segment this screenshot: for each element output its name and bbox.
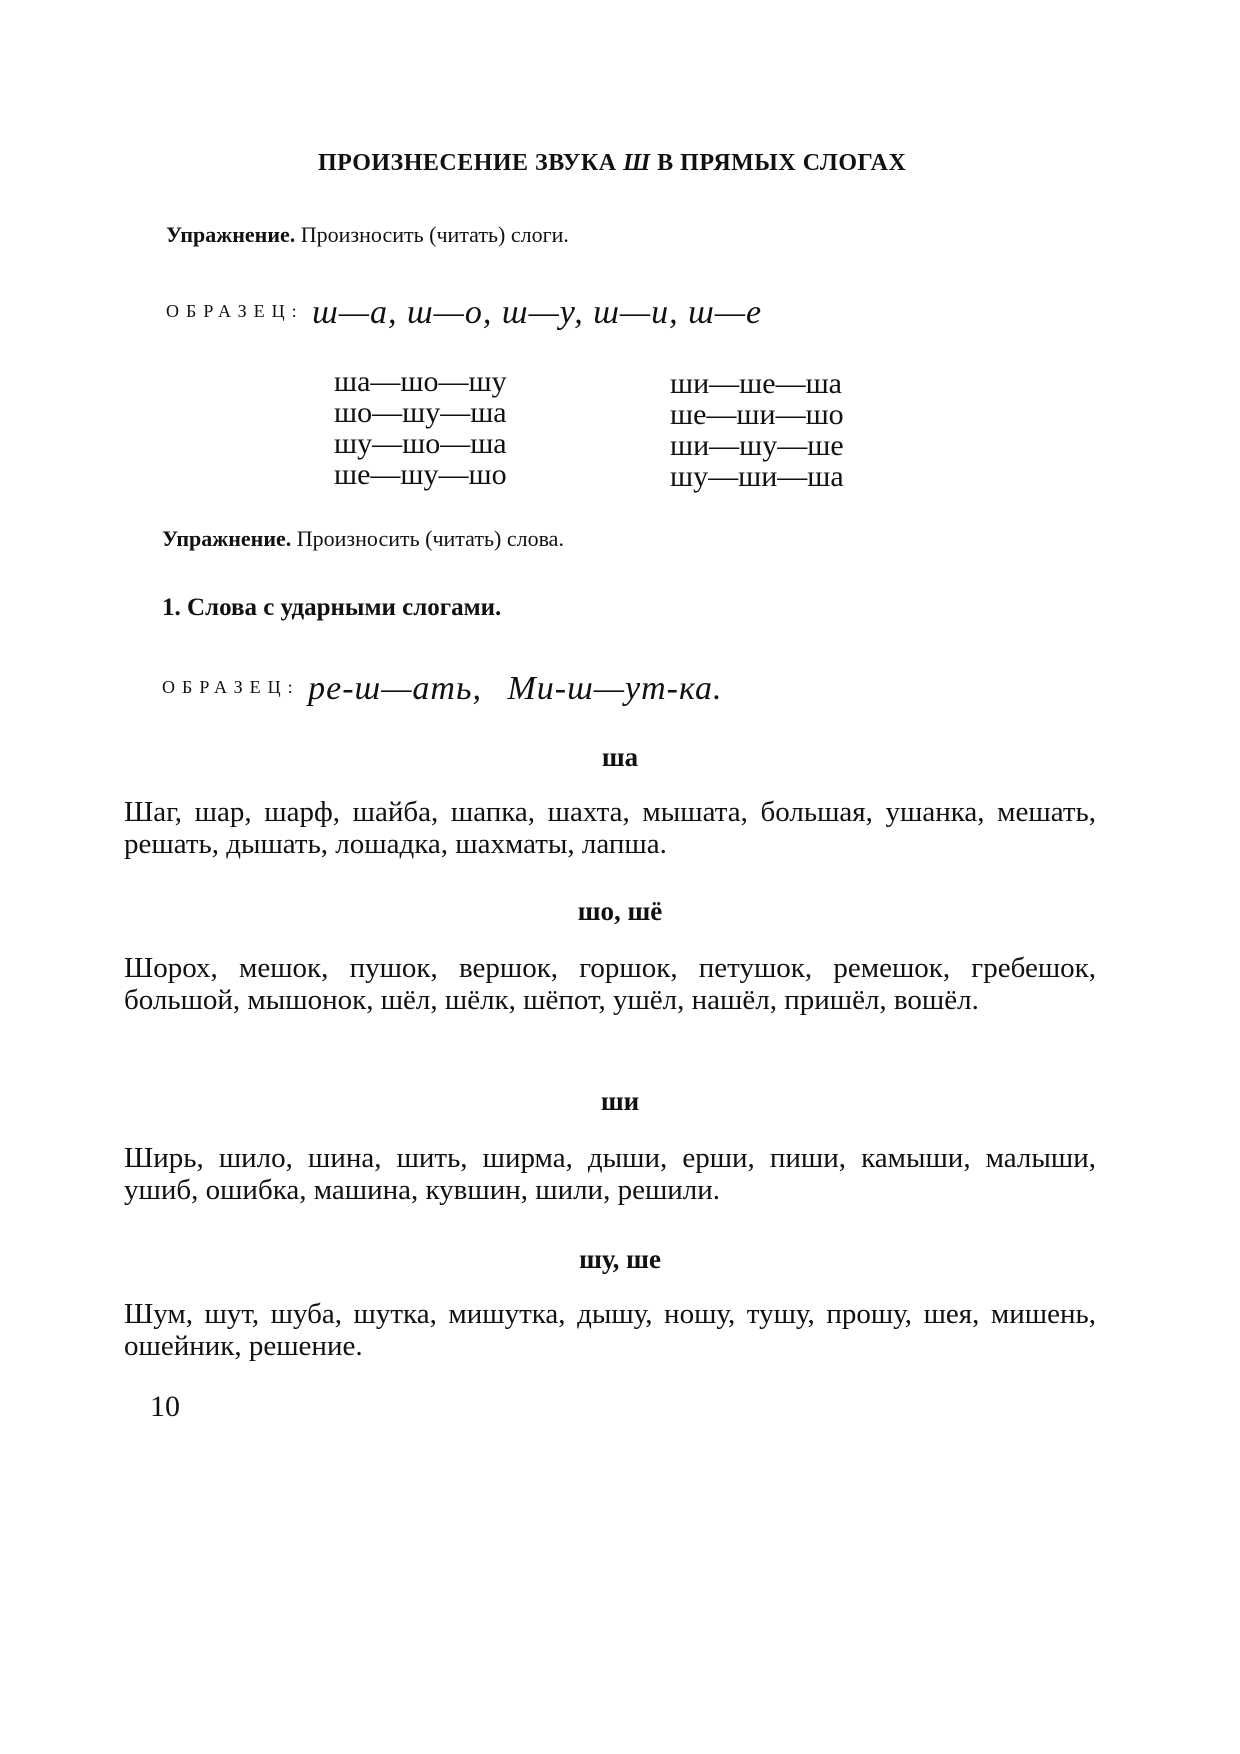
exercise-label: Упражнение.: [162, 526, 292, 551]
sample-label: ОБРАЗЕЦ:: [166, 301, 304, 321]
exercise-syllables: [166, 222, 569, 248]
syllables-right-column: [670, 368, 844, 492]
sample-words: [162, 670, 723, 708]
exercise-text: Произносить (читать) слоги.: [295, 222, 569, 247]
sample-text: ре-ш—ать,: [308, 670, 482, 707]
sample-label: ОБРАЗЕЦ:: [162, 677, 300, 697]
title-part-2: В ПРЯМЫХ СЛОГАХ: [650, 150, 907, 176]
word-list-shi: Ширь, шило, шина, шить, ширма, дыши, ерши, пиши, камыши, малыши, ушиб, ошибка, машина, кувшин, шили, решили.: [124, 1142, 1096, 1206]
syllable-row: ша—шо—шу: [334, 365, 507, 398]
page-title: [318, 150, 906, 177]
syllable-row: ше—шу—шо: [334, 458, 507, 491]
exercise-words: [162, 526, 564, 552]
syllable-row: ши—ше—ша: [670, 367, 842, 400]
word-list-sho: Шорох, мешок, пушок, вершок, горшок, петушок, ремешок, гребешок, большой, мышонок, шёл, шёлк, шёпот, ушёл, нашёл, пришёл, вошёл.: [124, 952, 1096, 1016]
syllable-row: шу—шо—ша: [334, 427, 507, 460]
sample-text-2: Ми-ш—ут-ка.: [507, 670, 723, 707]
exercise-label: Упражнение.: [166, 222, 296, 247]
section-heading: 1. Слова с ударными слогами.: [162, 594, 502, 621]
syllables-left-column: [334, 366, 507, 490]
page-number: 10: [150, 1390, 180, 1423]
syllable-row: ше—ши—шо: [670, 398, 844, 431]
group-heading-shu: шу, ше: [579, 1244, 661, 1274]
sample-syllables: [166, 294, 762, 332]
group-heading-sho: шо, шё: [577, 896, 663, 926]
word-list-shu: Шум, шут, шуба, шутка, мишутка, дышу, ношу, тушу, прошу, шея, мишень, ошейник, решение.: [124, 1298, 1096, 1362]
syllable-row: шу—ши—ша: [670, 460, 844, 493]
group-heading-shi: ши: [600, 1086, 640, 1116]
title-letter: Ш: [623, 150, 651, 176]
title-part-1: ПРОИЗНЕСЕНИЕ ЗВУКА: [318, 150, 624, 176]
sample-text: ш—а, ш—о, ш—у, ш—и, ш—е: [312, 294, 763, 331]
exercise-text: Произносить (читать) слова.: [291, 526, 564, 551]
group-heading-sha: ша: [601, 742, 639, 772]
syllable-row: ши—шу—ше: [670, 429, 844, 462]
syllable-row: шо—шу—ша: [334, 396, 507, 429]
word-list-sha: Шаг, шар, шарф, шайба, шапка, шахта, мышата, большая, ушанка, мешать, решать, дышать, лошадка, шахматы, лапша.: [124, 796, 1096, 860]
